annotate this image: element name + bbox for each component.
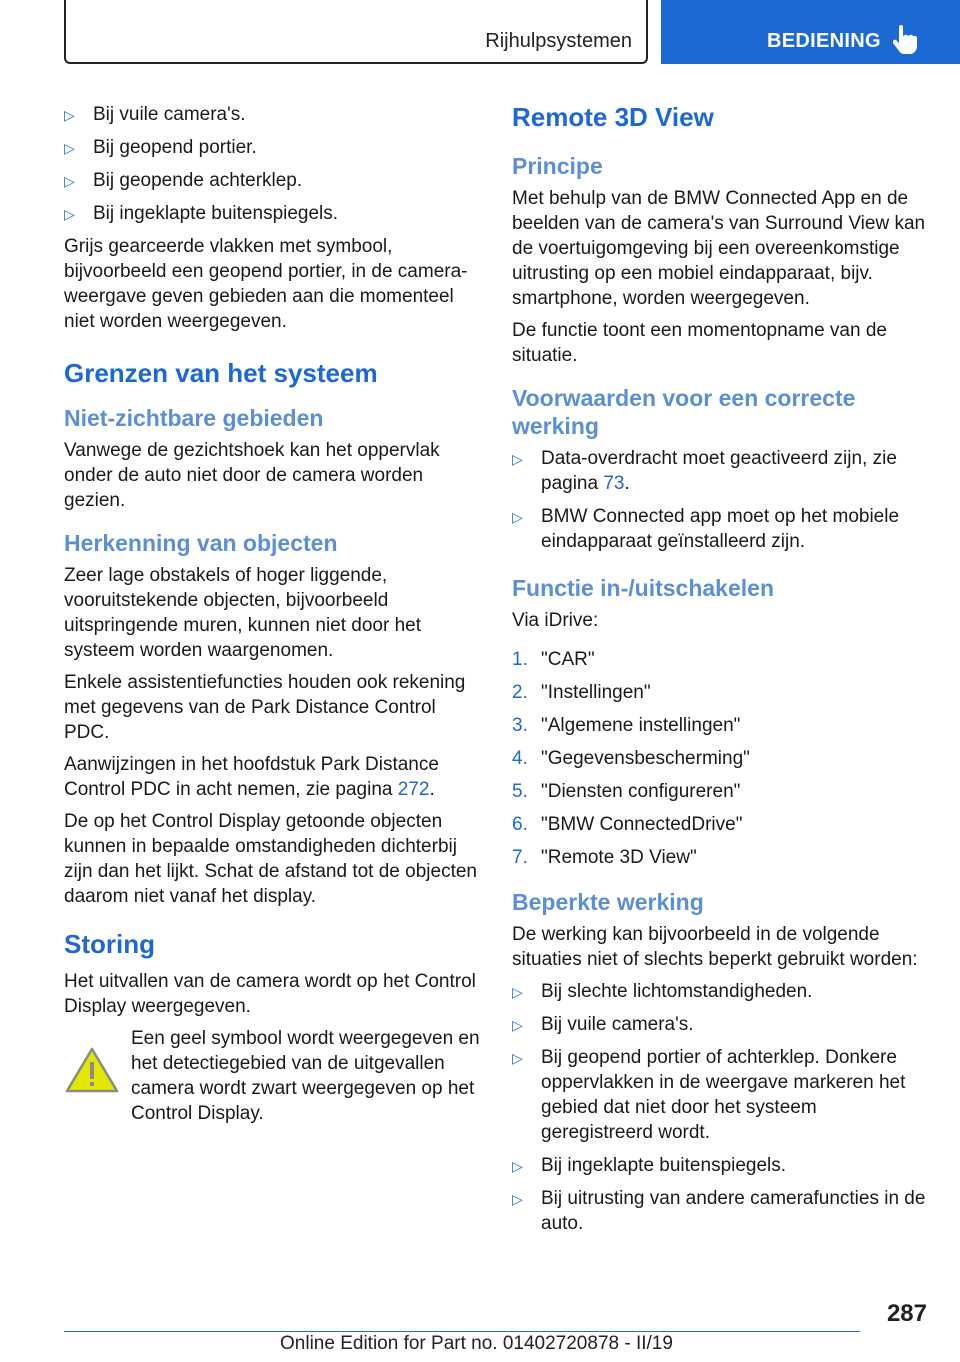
step-number: 4.	[512, 748, 528, 769]
list-item: ▷ Bij vuile camera's.	[64, 102, 482, 127]
step-item: 3. "Algemene instellingen"	[512, 715, 741, 736]
step-item: 6. "BMW ConnectedDrive"	[512, 814, 743, 835]
heading: Storing	[64, 929, 155, 959]
step-number: 3.	[512, 715, 528, 736]
bullet-triangle-icon: ▷	[512, 984, 523, 1000]
step-number: 2.	[512, 682, 528, 703]
subheading: Voorwaarden voor een correcte werking	[512, 385, 856, 439]
list-item: ▷ Bij slechte lichtomstandigheden.	[512, 979, 930, 1004]
subheading: Functie in-/uitschakelen	[512, 575, 774, 601]
subheading: Beperkte werking	[512, 889, 704, 915]
heading: Remote 3D View	[512, 102, 714, 132]
header-section-tab	[64, 0, 648, 64]
header-chapter-tab	[661, 0, 960, 64]
list-item: ▷ Bij geopende achterklep.	[64, 168, 482, 193]
paragraph: Met behulp van de BMW Connected App en de beelden van de camera's van Surround View kan de voertuigomgeving bij een overeenkomstige uitrusting op een mobiel eindapparaat, bijv. smartphone, worden weergegeven.	[512, 188, 926, 309]
list-item: ▷ Bij uitrusting van andere camerafuncties in de auto.	[512, 1188, 926, 1234]
heading: Grenzen van het systeem	[64, 358, 378, 388]
bullet-triangle-icon: ▷	[64, 107, 75, 123]
paragraph: Enkele assistentiefuncties houden ook rekening met gegevens van de Park Distance Control PDC.	[64, 672, 466, 743]
page-link[interactable]: 272	[397, 779, 430, 800]
step-item: 5. "Diensten configureren"	[512, 781, 741, 802]
left-column	[64, 102, 482, 1133]
step-number: 1.	[512, 649, 528, 670]
step-number: 5.	[512, 781, 528, 802]
step-item: 7. "Remote 3D View"	[512, 847, 697, 868]
header-chapter-title: BEDIENING	[767, 30, 881, 52]
bullet-triangle-icon: ▷	[64, 140, 75, 156]
bullet-triangle-icon: ▷	[512, 451, 523, 467]
step-item: 1. "CAR"	[512, 649, 595, 670]
paragraph: Grijs gearceerde vlakken met symbool, bijvoorbeeld een geopend portier, in de cameraweergave geven gebieden aan die momenteel niet worden weergegeven.	[64, 236, 468, 332]
pointing-hand-icon	[893, 24, 919, 54]
list-item: ▷ Bij geopend portier.	[64, 135, 482, 160]
step-item: 4. "Gegevensbescherming"	[512, 748, 750, 769]
bullet-triangle-icon: ▷	[512, 1050, 523, 1066]
list-item: ▷ Bij vuile camera's.	[512, 1012, 930, 1037]
list-item: ▷ Bij ingeklapte buitenspiegels.	[512, 1153, 930, 1178]
bullet-triangle-icon: ▷	[512, 1017, 523, 1033]
paragraph: De op het Control Display getoonde objecten kunnen in bepaalde omstandigheden dichterbij zijn dan het lijkt. Schat de afstand tot de objecten daarom niet vanaf het display.	[64, 811, 477, 907]
bullet-triangle-icon: ▷	[512, 1191, 523, 1207]
warning-triangle-icon	[64, 1046, 120, 1094]
paragraph: De werking kan bijvoorbeeld in de volgende situaties niet of slechts beperkt gebruikt worden:	[512, 924, 918, 970]
right-column	[512, 102, 930, 1244]
paragraph: Via iDrive:	[512, 610, 599, 631]
list-item: ▷ Bij geopend portier of achterklep. Donkere oppervlakken in de weergave markeren het gebied dat niet door het systeem geregistreerd wordt.	[512, 1047, 906, 1143]
footer-edition: Online Edition for Part no. 01402720878 - II/19	[280, 1333, 673, 1354]
subheading: Principe	[512, 153, 603, 179]
warning-text: Een geel symbool wordt weergegeven en het detectiegebied van de uitgevallen camera wordt zwart weergegeven op het Control Display.	[131, 1028, 480, 1124]
step-item: 2. "Instellingen"	[512, 682, 651, 703]
list-item: ▷ Bij ingeklapte buitenspiegels.	[64, 201, 482, 226]
bullet-triangle-icon: ▷	[512, 509, 523, 525]
paragraph: Het uitvallen van de camera wordt op het Control Display weergegeven.	[64, 971, 476, 1017]
footer-divider	[64, 1331, 860, 1332]
bullet-triangle-icon: ▷	[64, 206, 75, 222]
list-item: ▷ Data-overdracht moet geactiveerd zijn, zie pagina 73.	[512, 448, 897, 494]
header-section-title: Rijhulpsystemen	[485, 30, 632, 52]
page-link[interactable]: 73	[603, 473, 625, 494]
paragraph: Aanwijzingen in het hoofdstuk Park Distance Control PDC in acht nemen, zie pagina 272.	[64, 754, 439, 800]
warning-note	[64, 1026, 482, 1126]
bullet-triangle-icon: ▷	[512, 1158, 523, 1174]
list-item: ▷ BMW Connected app moet op het mobiele eindapparaat geïnstalleerd zijn.	[512, 506, 900, 552]
step-number: 7.	[512, 847, 528, 868]
subheading: Herkenning van objecten	[64, 530, 338, 556]
step-number: 6.	[512, 814, 528, 835]
subheading: Niet-zichtbare gebieden	[64, 405, 324, 431]
paragraph: Zeer lage obstakels of hoger liggende, vooruitstekende objecten, bijvoorbeeld uitspringende muren, kunnen niet door het systeem worden waargenomen.	[64, 565, 422, 661]
paragraph: De functie toont een momentopname van de situatie.	[512, 320, 887, 366]
page-number: 287	[886, 1300, 927, 1327]
bullet-triangle-icon: ▷	[64, 173, 75, 189]
paragraph: Vanwege de gezichtshoek kan het oppervlak onder de auto niet door de camera worden gezien.	[64, 440, 440, 511]
